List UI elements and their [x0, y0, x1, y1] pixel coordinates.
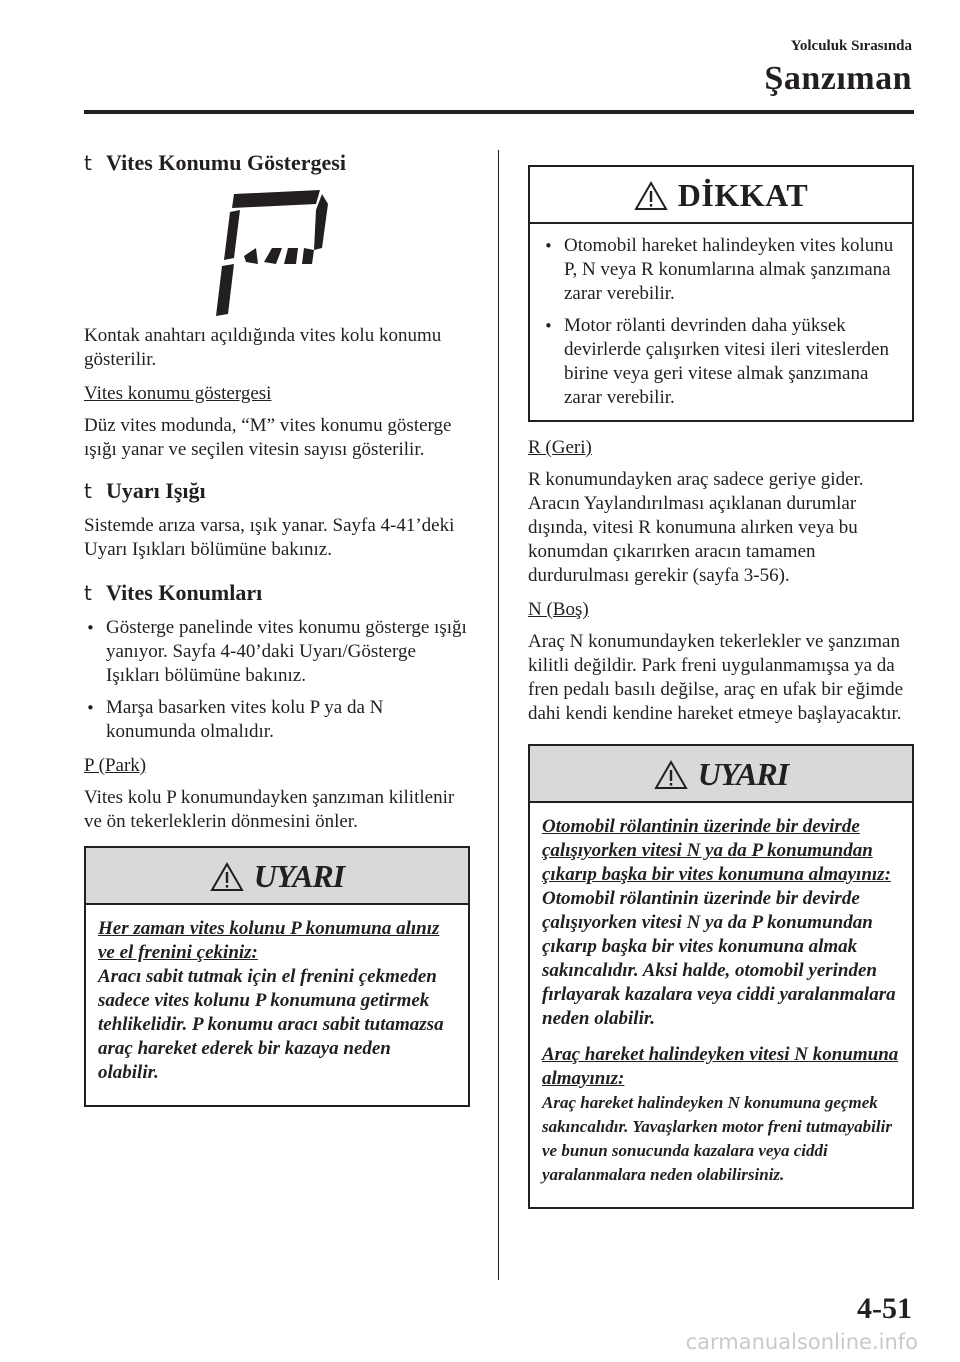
subheading-reverse: R (Geri) — [528, 437, 592, 458]
warning-lead: Araç hareket halindeyken vitesi N konumuna almayınız: — [542, 1044, 899, 1089]
subheading-park: P (Park) — [84, 755, 147, 776]
heading-text: Vites Konumu Göstergesi — [106, 150, 346, 175]
warning-triangle-icon — [210, 862, 244, 892]
heading-gear-positions — [84, 580, 474, 606]
list-item: • Gösterge panelinde vites konumu gösterge ışığı yanıyor. Sayfa 4-40’daki Uyarı/Gösterge Işıkları bölümüne bakınız. — [84, 616, 474, 688]
watermark: carmanualsonline.info — [685, 1330, 918, 1354]
warning-box-body — [86, 905, 468, 1105]
paragraph-warning-light: Sistemde arıza varsa, ışık yanar. Sayfa 4-41’deki Uyarı Işıkları bölümüne bakınız. — [84, 515, 455, 560]
warning-box-park — [84, 846, 470, 1107]
warning-triangle-icon — [654, 760, 688, 790]
list-item: • Motor rölanti devrinden daha yüksek devirlerde çalışırken vitesi ileri viteslerden birine veya geri vitese almak şanzımana zarar verebilir. — [542, 314, 900, 410]
section-marker-icon: t — [84, 581, 92, 605]
left-column — [84, 150, 474, 1107]
warning-text: Araç hareket halindeyken N konumuna geçmek sakıncalıdır. Yavaşlarken motor freni tutmayabilir ve bunun sonucunda kazalara veya ciddi yaralanmalara neden olabilirsiniz. — [542, 1093, 892, 1184]
gear-p-segment-icon — [84, 186, 474, 316]
heading-gear-indicator — [84, 150, 474, 176]
header-rule — [84, 110, 914, 114]
heading-text: Uyarı Işığı — [106, 478, 206, 503]
heading-text: Vites Konumları — [106, 580, 263, 605]
warning-box-body — [530, 803, 912, 1207]
warning-text: Otomobil rölantinin üzerinde bir devirde çalışıyorken vitesi N ya da P konumundan çıkarıp başka bir vites konumuna almak sakıncalıdır. Aksi halde, otomobil yerinden fırlayarak kazalara veya ciddi yaralanmalara neden olabilir. — [542, 888, 896, 1029]
warning-box-header — [530, 746, 912, 803]
warning-box-title: UYARI — [253, 858, 345, 894]
right-column — [528, 165, 918, 1209]
warning-box-title: UYARI — [697, 756, 789, 792]
gear-display-figure — [84, 186, 474, 316]
caution-box — [528, 165, 914, 422]
subheading-gear-indicator: Vites konumu göstergesi — [84, 383, 272, 404]
positions-bullet-list — [84, 616, 474, 744]
warning-box-header — [86, 848, 468, 905]
heading-warning-light — [84, 478, 474, 504]
list-item: • Otomobil hareket halindeyken vites kolunu P, N veya R konumlarına almak şanzımana zarar verebilir. — [542, 234, 900, 306]
paragraph-reverse: R konumundayken araç sadece geriye gider. Aracın Yaylandırılması açıklanan durumlar dışında, vitesi R konumuna alırken veya bu konumdan çıkarırken aracın tamamen durdurulması gerekir (sayfa 3-56). — [528, 469, 864, 586]
caution-box-title: DİKKAT — [677, 177, 809, 213]
page-number: 4-51 — [857, 1292, 912, 1325]
caution-bullet-list — [542, 234, 900, 410]
subheading-neutral: N (Boş) — [528, 599, 589, 620]
section-marker-icon: t — [84, 479, 92, 503]
paragraph-park: Vites kolu P konumundayken şanzıman kilitlenir ve ön tekerleklerin dönmesini önler. — [84, 787, 455, 832]
list-item: • Marşa basarken vites kolu P ya da N konumunda olmalıdır. — [84, 696, 474, 744]
header-section: Yolculuk Sırasında — [790, 38, 912, 54]
page-title: Şanzıman — [764, 60, 912, 97]
warning-box-neutral — [528, 744, 914, 1209]
column-divider — [498, 150, 499, 1280]
paragraph-manual-mode: Düz vites modunda, “M” vites konumu gösterge ışığı yanar ve seçilen vitesin sayısı gösterilir. — [84, 415, 452, 460]
warning-lead: Her zaman vites kolunu P konumuna alınız ve el frenini çekiniz: — [98, 918, 440, 963]
section-marker-icon: t — [84, 151, 92, 175]
caution-box-header — [530, 167, 912, 224]
warning-text: Aracı sabit tutmak için el frenini çekmeden sadece vites kolunu P konumuna getirmek tehlikelidir. P konumu aracı sabit tutamazsa araç hareket ederek bir kazaya neden olabilir. — [98, 966, 444, 1083]
caution-triangle-icon — [634, 181, 668, 211]
caution-box-body — [530, 224, 912, 420]
warning-lead: Otomobil rölantinin üzerinde bir devirde çalışıyorken vitesi N ya da P konumundan çıkarıp başka bir vites konumuna almayınız: — [542, 816, 891, 885]
paragraph-indicator: Kontak anahtarı açıldığında vites kolu konumu gösterilir. — [84, 325, 442, 370]
paragraph-neutral: Araç N konumundayken tekerlekler ve şanzıman kilitli değildir. Park freni uygulanmamışsa ya da fren pedalı basılı değilse, araç en ufak bir eğimde dahi kendi kendine hareket etmeye başlayacaktır. — [528, 631, 904, 724]
